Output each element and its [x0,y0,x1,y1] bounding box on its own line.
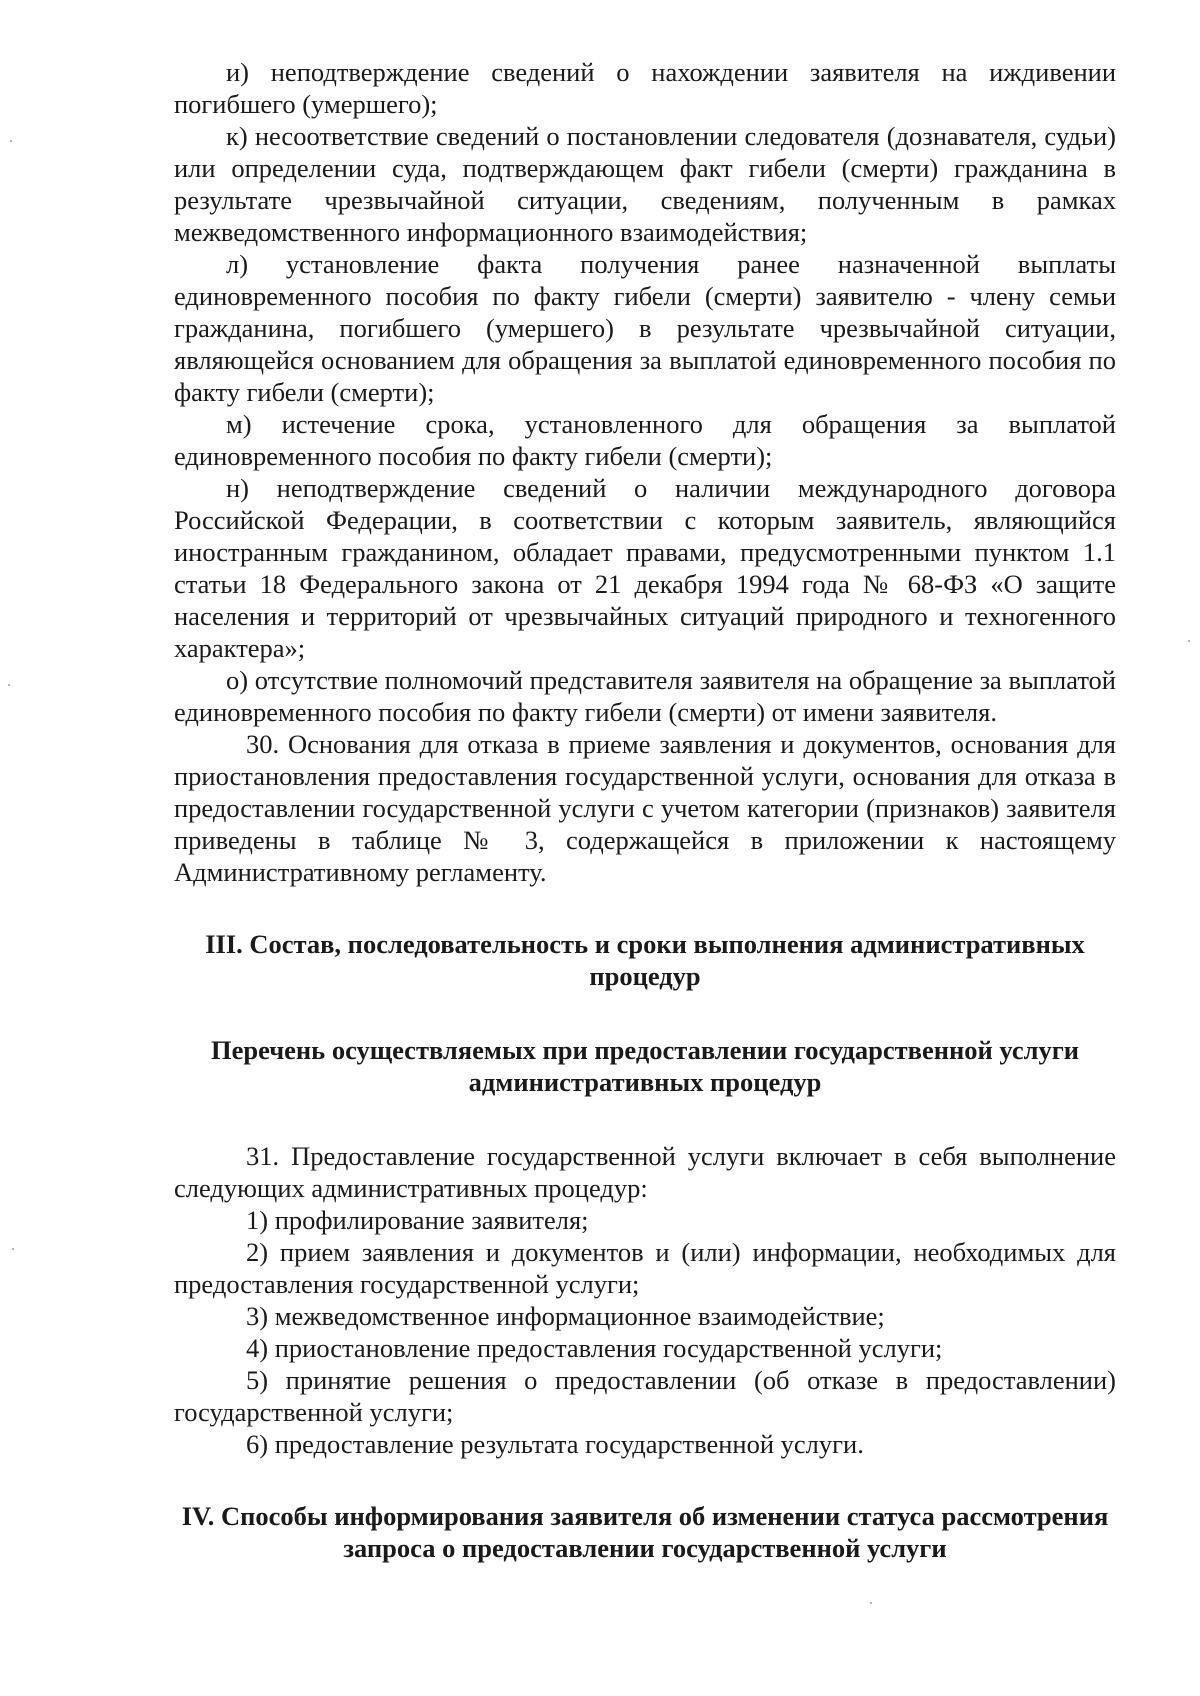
subsection-title: Перечень осуществляемых при предоставлении государственной услуги административных процедур [210,1035,1080,1097]
scan-speck [12,1248,14,1250]
paragraph-31: 31. Предоставление государственной услуги включает в себя выполнение следующих административных процедур: [174,1141,1116,1203]
scan-speck [870,1602,872,1604]
section-4-title: IV. Способы информирования заявителя об изменении статуса рассмотрения запроса о предоставлении государственной услуги [181,1501,1109,1563]
paragraph-m: м) истечение срока, установленного для обращения за выплатой единовременного пособия по факту гибели (смерти); [174,409,1116,471]
procedure-item: 5) принятие решения о предоставлении (об отказе в предоставлении) государственной услуги; [174,1365,1116,1427]
paragraph-l: л) установление факта получения ранее назначенной выплаты единовременного пособия по факту гибели (смерти) заявителю - члену семьи гражданина, погибшего (умершего) в результате чрезвычайной ситуации, являющейся основанием для обращения за выплатой единовременного пособия по факту гибели (смерти); [174,249,1116,407]
scan-speck [8,684,10,686]
procedure-item: 6) предоставление результата государственной услуги. [246,1429,864,1459]
paragraph-i: и) неподтверждение сведений о нахождении заявителя на иждивении погибшего (умершего); [174,57,1116,119]
paragraph-n: н) неподтверждение сведений о наличии международного договора Российской Федерации, в соответствии с которым заявитель, являющийся иностранным гражданином, обладает правами, предусмотренными пунктом 1.1 статьи 18 Федерального закона от 21 декабря 1994 года № 68-ФЗ «О защите населения и территорий от чрезвычайных ситуаций природного и техногенного характера»; [174,473,1116,663]
procedure-item: 1) профилирование заявителя; [246,1205,589,1235]
procedure-item: 4) приостановление предоставления государственной услуги; [246,1333,943,1363]
document-page [174,56,1116,1564]
scan-speck [10,140,12,142]
paragraph-30: 30. Основания для отказа в приеме заявления и документов, основания для приостановления предоставления государственной услуги, основания для отказа в предоставлении государственной услуги с учетом категории (признаков) заявителя приведены в таблице № 3, содержащейся в приложении к настоящему Административному регламенту. [174,729,1116,887]
paragraph-o: о) отсутствие полномочий представителя заявителя на обращение за выплатой единовременного пособия по факту гибели (смерти) от имени заявителя. [174,665,1116,727]
procedure-item: 2) прием заявления и документов и (или) информации, необходимых для предоставления государственной услуги; [174,1237,1116,1299]
paragraph-k: к) несоответствие сведений о постановлении следователя (дознавателя, судьи) или определении суда, подтверждающем факт гибели (смерти) гражданина в результате чрезвычайной ситуации, сведениям, полученным в рамках межведомственного информационного взаимодействия; [174,121,1116,247]
procedure-item: 3) межведомственное информационное взаимодействие; [246,1301,885,1331]
scan-speck [1188,640,1190,642]
section-3-title: III. Состав, последовательность и сроки выполнения административных процедур [205,929,1085,991]
